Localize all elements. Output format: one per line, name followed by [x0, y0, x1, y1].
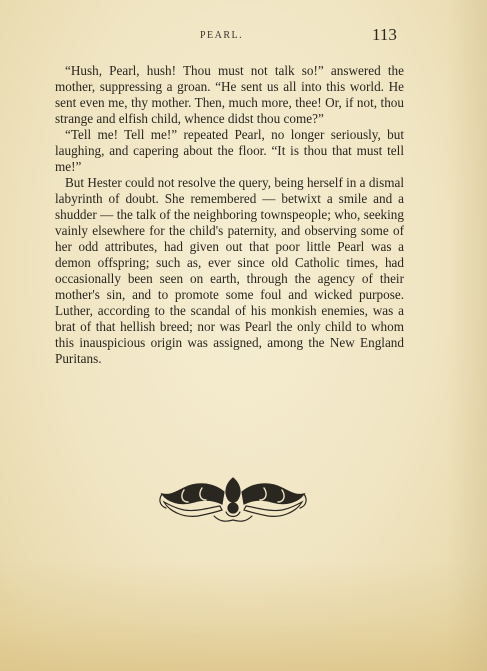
- tailpiece-ornament-icon: [154, 472, 312, 524]
- paragraph: “Hush, Pearl, hush! Thou must not talk so!” answered the mother, suppressing a groan. “He sent us all into this world. He sent even me, thy mother. Then, much more, thee! Or, if not, thou strange and elfish child, whence didst thou come?”: [55, 63, 404, 126]
- running-head: PEARL.: [200, 30, 244, 41]
- body-text: [55, 63, 404, 367]
- gutter-shadow: [447, 0, 487, 671]
- page-discoloration: [0, 561, 487, 671]
- page-number: 113: [372, 25, 397, 44]
- paragraph: “Tell me! Tell me!” repeated Pearl, no longer seriously, but laughing, and capering about the floor. “It is thou that must tell me!”: [55, 127, 404, 174]
- paragraph: But Hester could not resolve the query, being herself in a dismal labyrinth of doubt. She remembered — betwixt a smile and a shudder — the talk of the neighboring townspeople; who, seeking vainly elsewhere for the child's paternity, and observing some of her odd attributes, had given out that poor little Pearl was a demon offspring; such as, ever since old Catholic times, had occasionally been seen on earth, through the agency of their mother's sin, and to promote some foul and wicked purpose. Luther, according to the scandal of his monkish enemies, was a brat of that hellish breed; nor was Pearl the only child to whom this inauspicious origin was assigned, among the New England Puritans.: [55, 175, 404, 366]
